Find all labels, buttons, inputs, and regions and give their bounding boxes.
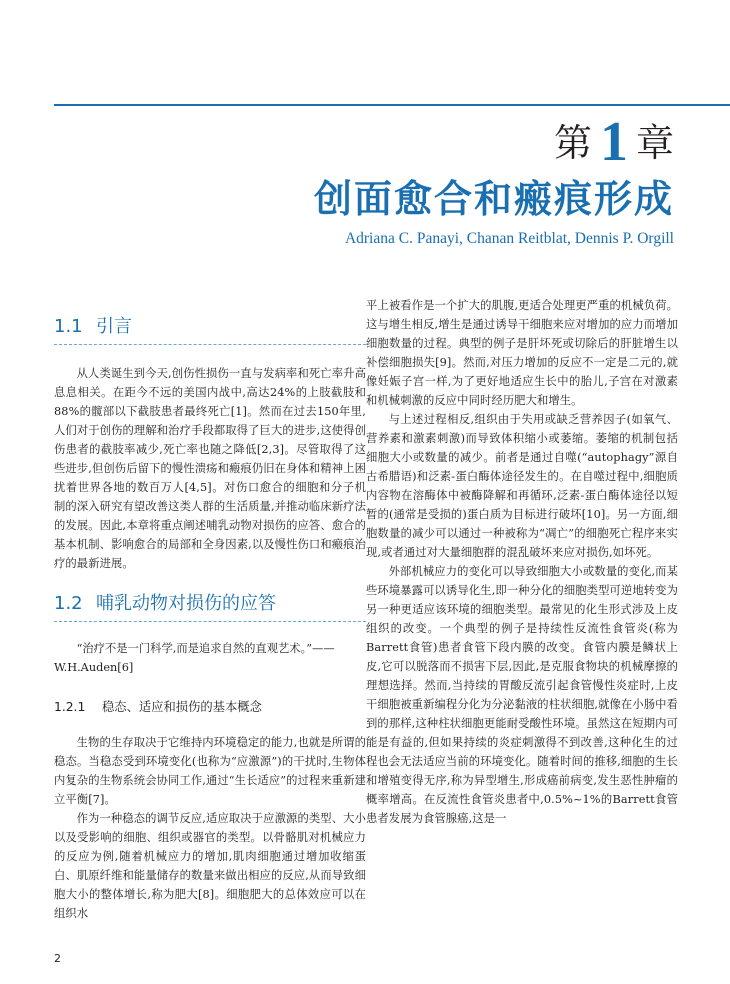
epigraph-quote: “治疗不是一门科学,而是追求自然的直观艺术。”——W.H.Auden[6] — [54, 642, 335, 674]
section-number: 1.2 — [54, 593, 83, 614]
section-heading-response — [54, 589, 366, 615]
section-title: 哺乳动物对损伤的应答 — [96, 593, 276, 614]
left-column — [54, 296, 366, 923]
chapter-authors: Adriana C. Panayi, Chanan Reitblat, Dennis P. Orgill — [344, 230, 674, 247]
subsection-number: 1.2.1 — [54, 700, 86, 714]
section-divider — [54, 344, 366, 346]
subsection-title: 稳态、适应和损伤的基本概念 — [102, 700, 262, 714]
chapter-title: 创面愈合和瘢痕形成 — [313, 177, 674, 221]
subsection-heading — [54, 697, 366, 715]
section-number: 1.1 — [54, 316, 83, 337]
page-number: 2 — [54, 952, 61, 965]
section-divider — [54, 621, 366, 623]
paragraph: 外部机械应力的变化可以导致细胞大小或数量的变化,而某些环境暴露可以诱导化生,即一种分化的细胞类型可逆地转变为另一种更适应该环境的细胞类型。最常见的化生形式涉及上皮组织的改变。一个典型的例子是持续性反流性食管炎(称为Barrett食管)患者食管下段内膜的改变。食管内膜是鳞状上皮,它可以脱落而不损害下层,因此,是克服食物块的机械摩擦的理想选择。然而,当持续的胃酸反流引起食管慢性炎症时,上皮干细胞被重新编程分化为分泌黏液的柱状细胞,就像在小肠中看到的那样,这种柱状细胞更能耐受酸性环境。虽然这在短期内可能是有益的,但如果持续的炎症刺激得不到改善,这种化生的过程也会无法适应当前的环境变化。随着时间的推移,细胞的生长和增殖变得无序,称为异型增生,形成癌前病变,发生恶性肿瘤的概率增高。在反流性食管炎患者中,0.5%~1%的Barrett食管患者发展为食管腺癌,这是一 — [366, 565, 678, 825]
section-title: 引言 — [96, 316, 132, 337]
right-column — [366, 296, 678, 828]
chapter-number: 1 — [599, 111, 628, 173]
section-heading-intro — [54, 312, 366, 338]
chapter-heading — [554, 110, 674, 174]
paragraph: 从人类诞生到今天,创伤性损伤一直与发病率和死亡率升高息息相关。在距今不远的美国内战中,高达24%的上肢截肢和88%的髋部以下截肢患者最终死亡[1]。然而在过去150年里,人们对于创伤的理解和治疗手段都取得了巨大的进步,这使得创伤患者的截肢率减少,死亡率也随之降低[2,3]。尽管取得了这些进步,但创伤后留下的慢性溃疡和瘢痕仍旧在身体和精神上困扰着世界各地的数百万人[4,5]。对伤口愈合的细胞和分子机制的深入研究有望改善这类人群的生活质量,并推动临床新疗法的发展。因此,本章将重点阐述哺乳动物对损伤的应答、愈合的基本机制、影响愈合的局部和全身因素,以及慢性伤口和瘢痕治疗的最新进展。 — [54, 367, 366, 570]
paragraph: 与上述过程相反,组织由于失用或缺乏营养因子(如氧气、营养素和激素刺激)而导致体积缩小或萎缩。萎缩的机制包括细胞大小或数量的减少。前者是通过自噬(“autophagy”源自古希腊语)和泛素-蛋白酶体途径发生的。在自噬过程中,细胞质内容物在溶酶体中被酶降解和再循环,泛素-蛋白酶体途径以短暂的(通常是受损的)蛋白质为目标进行破坏[10]。另一方面,细胞数量的减少可以通过一种被称为“凋亡”的细胞死亡程序来实现,或者通过对大量细胞群的混乱破坏来应对损伤,如坏死。 — [366, 413, 678, 559]
chapter-suffix: 章 — [635, 121, 674, 165]
paragraph: 作为一种稳态的调节反应,适应取决于应激源的类型、大小以及受影响的细胞、组织或器官的类型。以骨骼肌对机械应力的反应为例,随着机械应力的增加,肌肉细胞通过增加收缩蛋白、肌原纤维和能量储存的数量来做出相应的反应,从而导致细胞大小的整体增长,称为肥大[8]。细胞肥大的总体效应可以在组织水 — [54, 812, 366, 920]
paragraph: 生物的生存取决于它维持内环境稳定的能力,也就是所谓的稳态。当稳态受到环境变化(也称为“应激源”)的干扰时,生物体内复杂的生物系统会协同工作,通过“生长适应”的过程来重新建立平衡[7]。 — [54, 736, 366, 806]
header-rule — [54, 104, 730, 106]
chapter-prefix: 第 — [553, 121, 592, 165]
paragraph: 平上被看作是一个扩大的肌腹,更适合处理更严重的机械负荷。这与增生相反,增生是通过诱导干细胞来应对增加的应力而增加细胞数量的过程。典型的例子是肝坏死或切除后的肝脏增生以补偿细胞损失[9]。然而,对压力增加的反应不一定是二元的,就像妊娠子宫一样,为了更好地适应生长中的胎儿,子宫在对激素和机械刺激的反应中同时经历肥大和增生。 — [366, 299, 678, 407]
